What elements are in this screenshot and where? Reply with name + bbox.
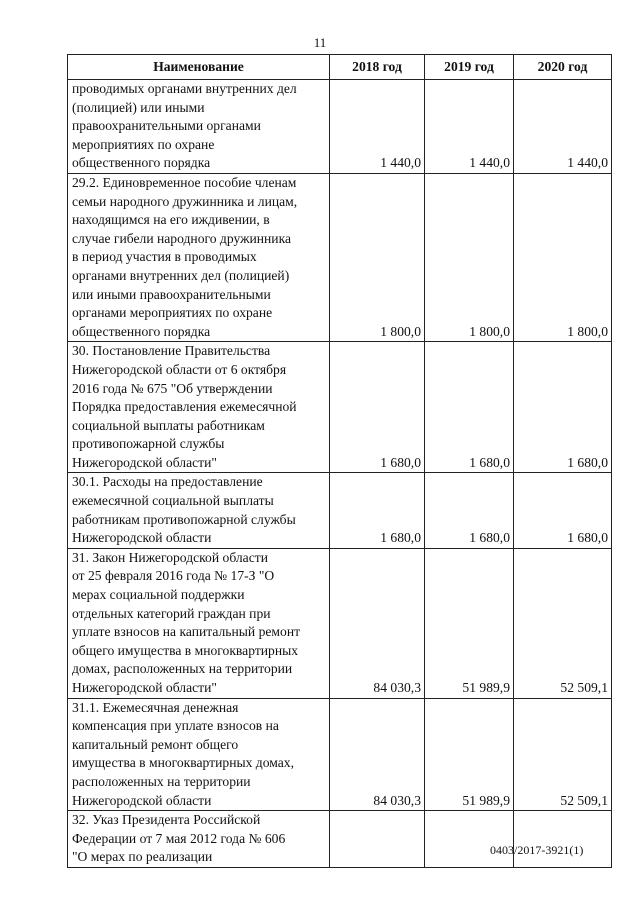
- value-2020: 52 509,1: [514, 698, 612, 811]
- table-header-row: [68, 55, 612, 80]
- row-name: [68, 80, 330, 174]
- row-name-line: противопожарной службы: [72, 436, 225, 452]
- value-2019: 1 680,0: [425, 342, 514, 473]
- table-row: [68, 80, 612, 174]
- row-name-line: капитальный ремонт общего: [72, 736, 239, 752]
- row-name-line: 31. Закон Нижегородской области: [72, 549, 268, 565]
- page-number: 11: [313, 35, 327, 50]
- header-2018: 2018 год: [330, 55, 425, 80]
- value-2018: 1 680,0: [330, 342, 425, 473]
- row-name: [68, 473, 330, 548]
- table-row: [68, 698, 612, 811]
- row-name-line: находящимся на его иждивении, в: [72, 212, 270, 228]
- row-name-line: Порядка предоставления ежемесячной: [72, 399, 297, 415]
- row-name-line: 31.1. Ежемесячная денежная: [72, 699, 239, 715]
- value-2019: 1 680,0: [425, 473, 514, 548]
- row-name-line: 30.1. Расходы на предоставление: [72, 474, 263, 490]
- row-name-line: Нижегородской области: [72, 530, 212, 546]
- value-2020: 1 800,0: [514, 173, 612, 341]
- row-name-line: 32. Указ Президента Российской: [72, 812, 261, 828]
- row-name-line: уплате взносов на капитальный ремонт: [72, 624, 301, 640]
- value-2018: 84 030,3: [330, 698, 425, 811]
- row-name-line: расположенных на территории: [72, 773, 251, 789]
- row-name-line: Нижегородской области": [72, 454, 217, 470]
- row-name: [68, 342, 330, 473]
- value-2020: 1 440,0: [514, 80, 612, 174]
- header-name: Наименование: [68, 55, 330, 80]
- row-name-line: общественного порядка: [72, 155, 211, 171]
- document-code: 0403/2017-3921(1): [490, 843, 584, 857]
- row-name-line: общественного порядка: [72, 323, 211, 339]
- row-name-line: мерах социальной поддержки: [72, 587, 245, 603]
- value-2018: 1 680,0: [330, 473, 425, 548]
- value-2019: [425, 811, 514, 868]
- row-name-line: правоохранительными органами: [72, 118, 261, 134]
- row-name-line: органами мероприятиях по охране: [72, 305, 273, 321]
- row-name-line: отдельных категорий граждан при: [72, 605, 271, 621]
- row-name-line: Нижегородской области: [72, 792, 212, 808]
- row-name-line: Федерации от 7 мая 2012 года № 606: [72, 830, 286, 846]
- header-2020: 2020 год: [514, 55, 612, 80]
- row-name-line: случае гибели народного дружинника: [72, 230, 291, 246]
- value-2020: 52 509,1: [514, 548, 612, 698]
- row-name-line: Нижегородской области": [72, 680, 217, 695]
- value-2019: 1 440,0: [425, 80, 514, 174]
- row-name-line: общего имущества в многоквартирных: [72, 642, 299, 658]
- row-name-line: Нижегородской области от 6 октября: [72, 361, 287, 377]
- table-row: [68, 811, 612, 868]
- row-name-line: домах, расположенных на территории: [72, 661, 293, 677]
- value-2019: 1 800,0: [425, 173, 514, 341]
- value-2020: 1 680,0: [514, 342, 612, 473]
- row-name-line: или иными правоохранительными: [72, 286, 271, 302]
- row-name-line: 2016 года № 675 "Об утверждении: [72, 380, 273, 396]
- row-name-line: компенсация при уплате взносов на: [72, 718, 279, 734]
- value-2018: 84 030,3: [330, 548, 425, 698]
- table-row: [68, 548, 612, 698]
- row-name-line: (полицией) или иными: [72, 99, 205, 115]
- row-name-line: проводимых органами внутренних дел: [72, 81, 297, 96]
- row-name-line: семьи народного дружинника и лицам,: [72, 193, 298, 209]
- value-2018: 1 440,0: [330, 80, 425, 174]
- row-name: [68, 698, 330, 811]
- row-name-line: в период участия в проводимых: [72, 249, 257, 265]
- table-row: [68, 342, 612, 473]
- row-name-line: имущества в многоквартирных домах,: [72, 755, 294, 771]
- row-name: [68, 173, 330, 341]
- value-2018: [330, 811, 425, 868]
- value-2018: 1 800,0: [330, 173, 425, 341]
- row-name-line: 29.2. Единовременное пособие членам: [72, 174, 297, 190]
- row-name-line: "О мерах по реализации: [72, 849, 213, 865]
- value-2019: 51 989,9: [425, 698, 514, 811]
- row-name: [68, 548, 330, 698]
- row-name-line: органами внутренних дел (полицией): [72, 267, 290, 283]
- header-2019: 2019 год: [425, 55, 514, 80]
- row-name-line: мероприятиях по охране: [72, 136, 215, 152]
- table-row: [68, 473, 612, 548]
- value-2020: 1 680,0: [514, 473, 612, 548]
- table-row: [68, 173, 612, 341]
- row-name-line: работникам противопожарной службы: [72, 511, 296, 527]
- value-2019: 51 989,9: [425, 548, 514, 698]
- value-2020: [514, 811, 612, 868]
- row-name-line: социальной выплаты работникам: [72, 417, 265, 433]
- budget-table: [67, 54, 612, 868]
- row-name-line: от 25 февраля 2016 года № 17-З "О: [72, 568, 275, 584]
- row-name-line: 30. Постановление Правительства: [72, 343, 271, 359]
- row-name: [68, 811, 330, 868]
- row-name-line: ежемесячной социальной выплаты: [72, 493, 274, 509]
